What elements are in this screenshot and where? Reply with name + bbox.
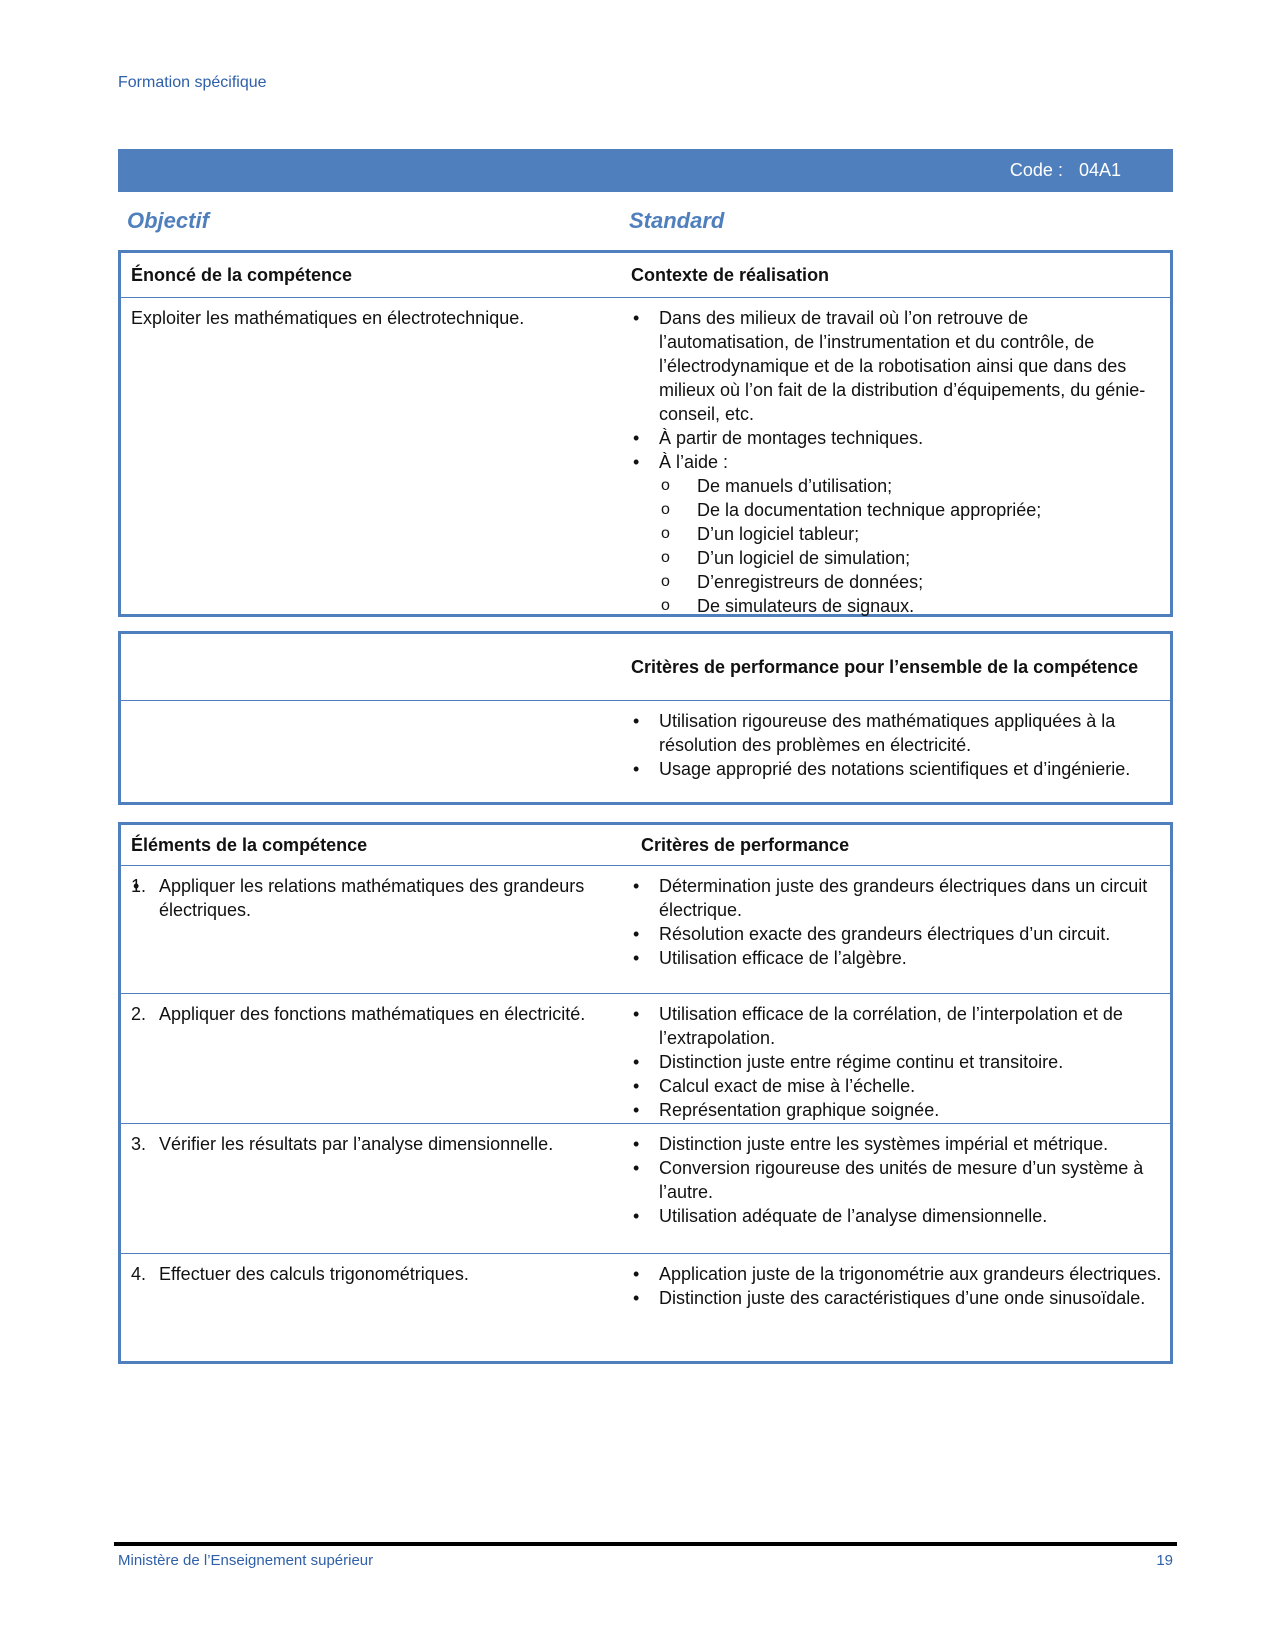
aide-list — [659, 474, 1162, 618]
standard-heading: Standard — [629, 208, 725, 233]
table-row: 3. Vérifier les résultats par l’analyse dimensionnelle. • Distinction juste entre les systèmes impérial et métrique. • Conversion rigoureuse des unités de mesure d’un système à l’autre. • Utilisation adéquate de l’analyse dimensionnelle. — [121, 1123, 1170, 1253]
table-row: 2. Appliquer des fonctions mathématiques en électricité. • Utilisation efficace de la corrélation, de l’interpolation et de l’extrapolation. • Distinction juste entre régime continu et transitoire. • Calcul exact de mise à l’échelle. • Représentation graphique soignée. — [121, 993, 1170, 1123]
list-item: • Utilisation efficace de l’algèbre. — [631, 946, 1162, 970]
list-item: • Utilisation efficace de la corrélation, de l’interpolation et de l’extrapolation. — [631, 1002, 1162, 1050]
list-item: • Utilisation rigoureuse des mathématiques appliquées à la résolution des problèmes en électricité. — [631, 709, 1162, 757]
list-item: • Représentation graphique soignée. — [631, 1098, 1162, 1122]
table-row: • 1. Appliquer les relations mathématiques des grandeurs électriques. • Détermination juste des grandeurs électriques dans un circuit électrique. • Résolution exacte des grandeurs électriques d’un circuit. • Utilisation efficace de l’algèbre. — [121, 865, 1170, 993]
list-item: • Utilisation adéquate de l’analyse dimensionnelle. — [631, 1204, 1162, 1228]
element-text: Appliquer des fonctions mathématiques en électricité. — [159, 1004, 586, 1024]
running-title: Formation spécifique — [118, 74, 267, 91]
list-item: • Application juste de la trigonométrie aux grandeurs électriques. — [631, 1262, 1162, 1286]
code-value: 04A1 — [1078, 160, 1121, 180]
contexte-header: Contexte de réalisation — [631, 264, 830, 285]
list-item: • À l’aide : o De manuels d’utilisation; o De la documentation technique appropriée; o D’un logiciel tableur; o D’un logiciel de simulation; o D’enregistreurs de données; o De simulateurs de signaux. — [631, 450, 1162, 618]
list-item: • Dans des milieux de travail où l’on retrouve de l’automatisation, de l’instrumentation et du contrôle, de l’électrodynamique et de la robotisation ainsi que dans des milieux où l’on fait de la distribution d’équipements, du génie-conseil, etc. — [631, 306, 1162, 426]
enonce-text: Exploiter les mathématiques en électrotechnique. — [131, 308, 525, 328]
page-number: 19 — [1156, 1552, 1173, 1569]
ensemble-table — [118, 631, 1173, 805]
list-item: o De la documentation technique appropriée; — [659, 498, 1162, 522]
list-item: o D’un logiciel tableur; — [659, 522, 1162, 546]
list-item: • Distinction juste entre les systèmes impérial et métrique. — [631, 1132, 1162, 1156]
list-item: • Distinction juste entre régime continu et transitoire. — [631, 1050, 1162, 1074]
enonce-header: Énoncé de la compétence — [131, 264, 353, 285]
list-item: • Distinction juste des caractéristiques d’une onde sinusoïdale. — [631, 1286, 1162, 1310]
list-item: o De manuels d’utilisation; — [659, 474, 1162, 498]
footer-ministry: Ministère de l’Enseignement supérieur — [118, 1552, 374, 1569]
list-item: • À partir de montages techniques. — [631, 426, 1162, 450]
list-item: • Usage approprié des notations scientifiques et d’ingénierie. — [631, 757, 1162, 781]
list-item: • Résolution exacte des grandeurs électriques d’un circuit. — [631, 922, 1162, 946]
element-text: Effectuer des calculs trigonométriques. — [159, 1264, 469, 1284]
list-item: o D’enregistreurs de données; — [659, 570, 1162, 594]
footer — [118, 1552, 1173, 1569]
element-text: Appliquer les relations mathématiques des grandeurs électriques. — [159, 876, 585, 920]
objectif-heading: Objectif — [127, 208, 209, 233]
list-item: o D’un logiciel de simulation; — [659, 546, 1162, 570]
elements-table — [118, 822, 1173, 1364]
element-text: Vérifier les résultats par l’analyse dimensionnelle. — [159, 1134, 554, 1154]
criteres-header: Critères de performance — [641, 834, 850, 855]
list-item: • Calcul exact de mise à l’échelle. — [631, 1074, 1162, 1098]
footer-rule — [114, 1542, 1177, 1546]
contexte-list — [631, 306, 1162, 618]
code-label: Code : — [1009, 160, 1063, 180]
code-bar — [118, 149, 1173, 192]
competence-table — [118, 250, 1173, 617]
elements-header: Éléments de la compétence — [131, 834, 368, 855]
ensemble-list — [631, 709, 1162, 781]
table-row: 4. Effectuer des calculs trigonométriques. • Application juste de la trigonométrie aux grandeurs électriques. • Distinction juste des caractéristiques d’une onde sinusoïdale. — [121, 1253, 1170, 1310]
list-item: o De simulateurs de signaux. — [659, 594, 1162, 618]
list-item: • Détermination juste des grandeurs électriques dans un circuit électrique. — [631, 874, 1162, 922]
list-item: • Conversion rigoureuse des unités de mesure d’un système à l’autre. — [631, 1156, 1162, 1204]
ensemble-header: Critères de performance pour l’ensemble de la compétence — [631, 657, 1139, 677]
